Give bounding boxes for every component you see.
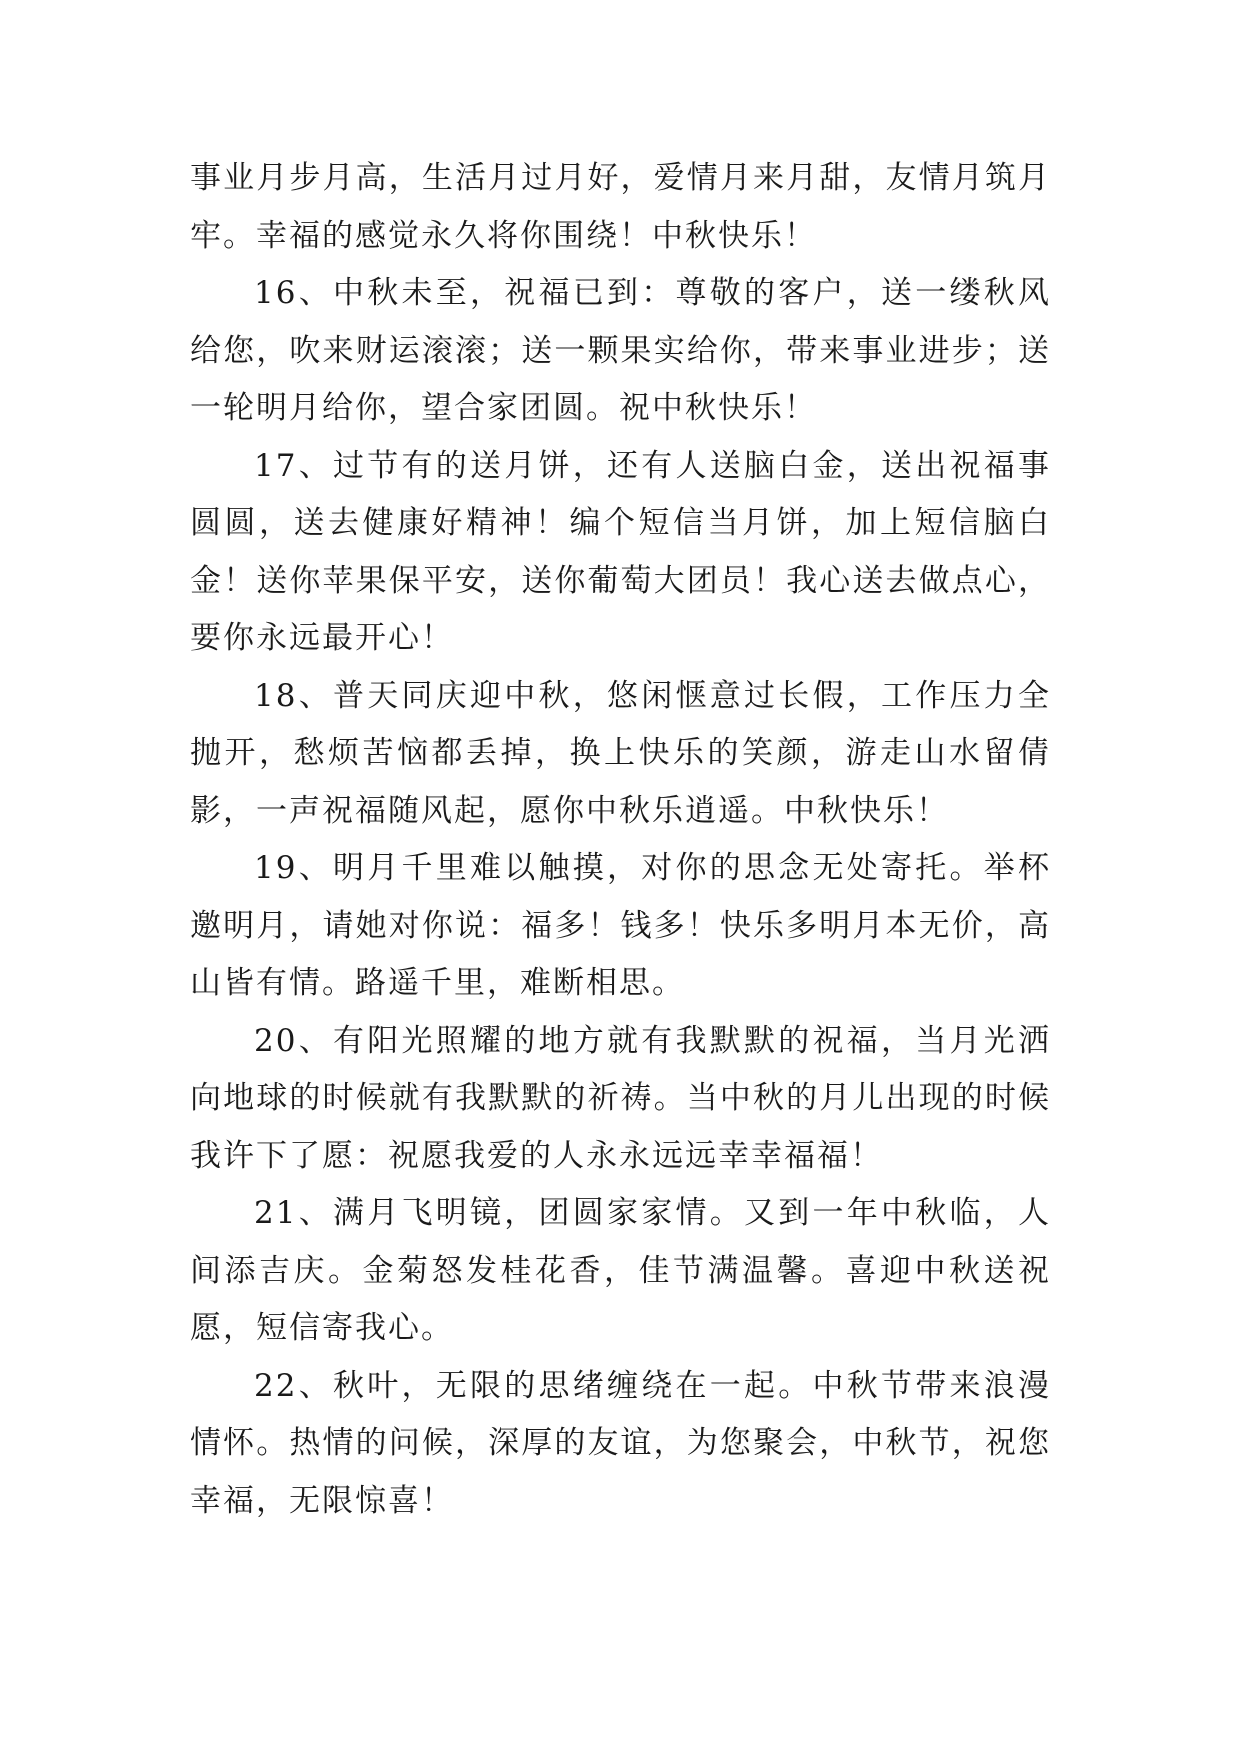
paragraph-item-19: 19、明月千里难以触摸，对你的思念无处寄托。举杯邀明月，请她对你说：福多！钱多！快乐多明月本无价，高山皆有情。路遥千里，难断相思。 [190, 850, 1051, 1001]
paragraph-item-16: 16、中秋未至，祝福已到：尊敬的客户，送一缕秋风给您，吹来财运滚滚；送一颗果实给你，带来事业进步；送一轮明月给你，望合家团圆。祝中秋快乐！ [190, 275, 1051, 426]
paragraph-item-20: 20、有阳光照耀的地方就有我默默的祝福，当月光洒向地球的时候就有我默默的祈祷。当中秋的月儿出现的时候我许下了愿：祝愿我爱的人永永远远幸幸福福！ [190, 1022, 1051, 1174]
paragraph-item-18: 18、普天同庆迎中秋，悠闲惬意过长假，工作压力全抛开，愁烦苦恼都丢掉，换上快乐的笑颜，游走山水留倩影，一声祝福随风起，愿你中秋乐逍遥。中秋快乐！ [190, 677, 1051, 829]
paragraph-item-17: 17、过节有的送月饼，还有人送脑白金，送出祝福事圆圆，送去健康好精神！编个短信当月饼，加上短信脑白金！送你苹果保平安，送你葡萄大团员！我心送去做点心，要你永远最开心！ [190, 447, 1051, 656]
paragraph-item-21: 21、满月飞明镜，团圆家家情。又到一年中秋临，人间添吉庆。金菊怒发桂花香，佳节满温馨。喜迎中秋送祝愿，短信寄我心。 [190, 1195, 1051, 1346]
paragraph-continuation: 事业月步月高，生活月过月好，爱情月来月甜，友情月筑月牢。幸福的感觉永久将你围绕！中秋快乐！ [190, 160, 1051, 254]
paragraph-item-22: 22、秋叶，无限的思绪缠绕在一起。中秋节带来浪漫情怀。热情的问候，深厚的友谊，为您聚会，中秋节，祝您幸福，无限惊喜！ [190, 1367, 1051, 1519]
